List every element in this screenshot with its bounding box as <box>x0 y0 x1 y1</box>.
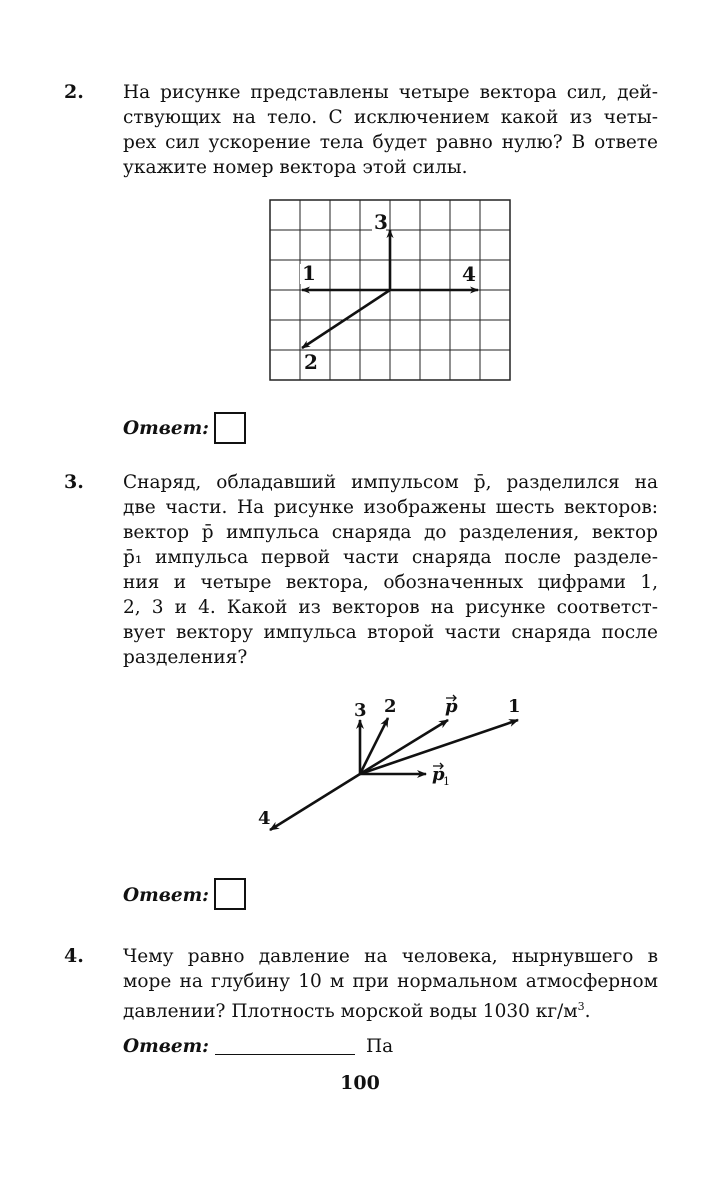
answer-box[interactable] <box>214 878 246 910</box>
vector-label-3: 3 <box>374 210 388 234</box>
text-line: море на глубину 10 м при нормальном атмосферном <box>123 971 658 992</box>
answer-box[interactable] <box>214 412 246 444</box>
force-vectors-figure <box>262 196 518 386</box>
text-line: разделения? <box>123 647 248 668</box>
text-line: ния и четыре вектора, обозначенных цифрами 1, <box>123 572 658 593</box>
answer-label: Ответ: <box>123 885 210 906</box>
text-line: укажите номер вектора этой силы. <box>123 157 468 178</box>
answer-line[interactable] <box>215 1054 355 1055</box>
text-line: две части. На рисунке изображены шесть векторов: <box>123 497 658 518</box>
text-line: На рисунке представлены четыре вектора сил, дей- <box>123 82 658 103</box>
vector-label-4: 4 <box>462 262 476 286</box>
problem-text <box>123 80 658 180</box>
superscript: 3 <box>577 1000 585 1013</box>
vector-label-4: 4 <box>258 808 271 829</box>
unit-label: Па <box>366 1036 394 1057</box>
problem-number: 4. <box>64 945 84 967</box>
text-line: p̄₁ импульса первой части снаряда после разделе- <box>123 547 658 568</box>
vector-label-p: p <box>445 696 458 717</box>
text-line: вектор p̄ импульса снаряда до разделения, вектор <box>123 522 658 543</box>
vector-2 <box>302 290 390 348</box>
vector-label-3: 3 <box>354 700 367 721</box>
text-line: 2, 3 и 4. Какой из векторов на рисунке соответст- <box>123 597 658 618</box>
text-line-content: давлении? Плотность морской воды 1030 кг/м <box>123 1001 578 1023</box>
text-line: ствующих на тело. С исключением какой из четы- <box>123 107 658 128</box>
text-line: рех сил ускорение тела будет равно нулю? В ответе <box>123 132 658 153</box>
page-number: 100 <box>340 1072 380 1094</box>
problem-number: 3. <box>64 471 84 493</box>
text-line: вует вектору импульса второй части снаряда после <box>123 622 658 643</box>
vector-4 <box>270 774 360 830</box>
momentum-vectors-figure <box>250 690 540 840</box>
text-line: Чему равно давление на человека, нырнувшего в <box>123 946 658 967</box>
vector-label-p1-subscript: 1 <box>443 775 450 788</box>
problem-text <box>123 470 658 670</box>
vector-label-2: 2 <box>304 350 318 374</box>
vector-label-p1: p <box>432 764 445 785</box>
text-line <box>123 994 658 1024</box>
answer-label: Ответ: <box>123 1036 210 1057</box>
period: . <box>584 1001 591 1023</box>
problem-number: 2. <box>64 81 84 103</box>
vector-label-1: 1 <box>302 261 316 285</box>
answer-label: Ответ: <box>123 418 210 439</box>
text-line: Снаряд, обладавший импульсом p̄, разделился на <box>123 472 658 493</box>
vector-label-1: 1 <box>508 696 521 717</box>
problem-text <box>123 944 658 1024</box>
vector-label-2: 2 <box>384 696 397 717</box>
